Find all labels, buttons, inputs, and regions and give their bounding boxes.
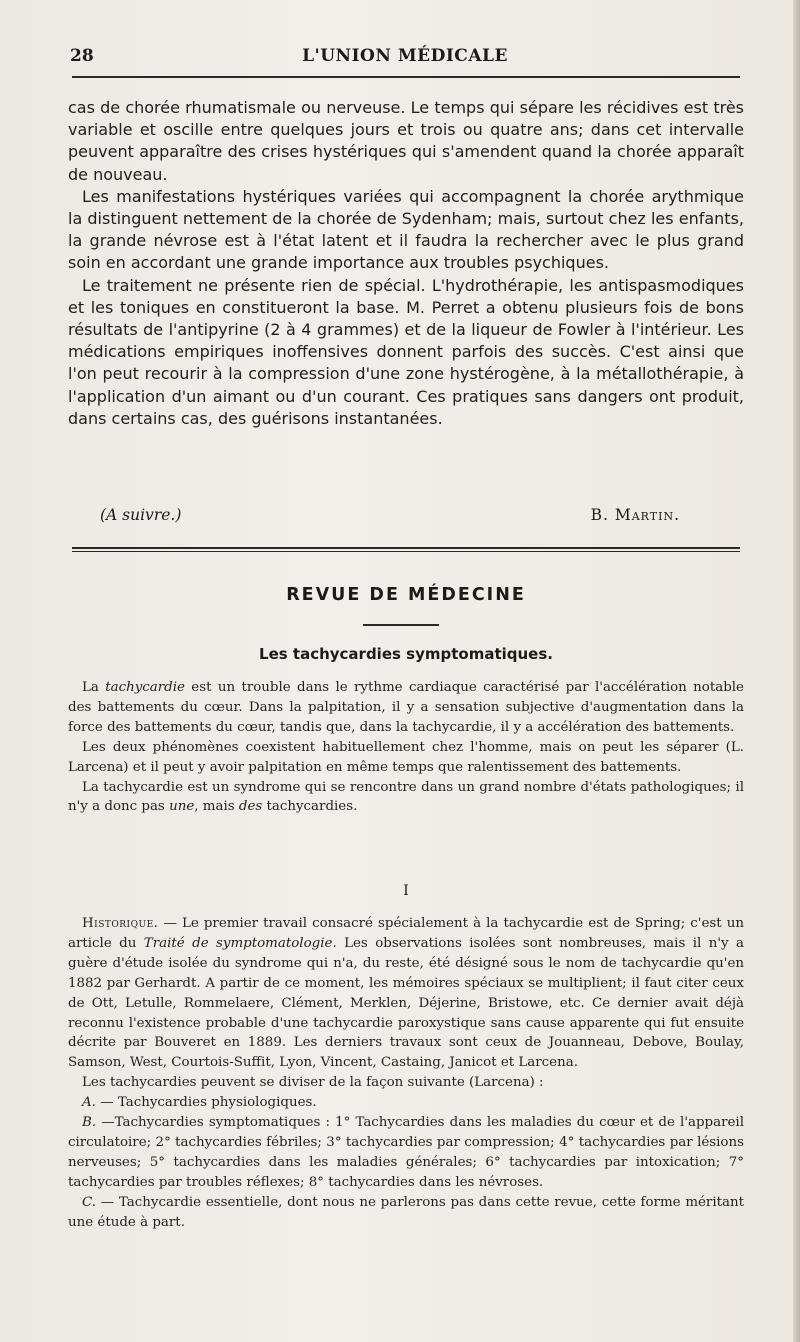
emphasis: des bbox=[238, 799, 263, 815]
historique-section bbox=[68, 914, 744, 1233]
section-divider-rule bbox=[72, 547, 740, 549]
section-title: REVUE DE MÉDECINE bbox=[286, 585, 526, 605]
emphasis: une bbox=[169, 799, 195, 815]
list-item: B. —Tachycardies symptomatiques : 1° Tachycardies dans les maladies du cœur et de l'appareil circulatoire; 2° tachycardies fébriles; 3° tachycardies par compression; 4° tachycardies par lésions nerveuses; 5° tachycardies dans les maladies générales; 6° tachycardies par intoxication; 7° tachycardies par troubles réflexes; 8° tachycardies dans les névroses. bbox=[68, 1115, 744, 1190]
list-item: A. — Tachycardies physiologiques. bbox=[82, 1095, 317, 1111]
main-article-body bbox=[68, 97, 744, 430]
to-be-continued: (A suivre.) bbox=[100, 506, 182, 524]
run-in-heading: Historique. bbox=[82, 916, 159, 931]
signature-line bbox=[100, 506, 680, 530]
paragraph: La tachycardie est un trouble dans le rythme cardiaque caractérisé par l'accélération notable des battements du cœur. Dans la palpitation, il y a sensation subjective d'augmentation dans la force des battements du cœur, tandis que, dans la tachycardie, il y a accélération des battements. bbox=[68, 680, 744, 735]
running-title: L'UNION MÉDICALE bbox=[302, 46, 508, 66]
emphasis: Traité de symptomatologie bbox=[143, 935, 333, 951]
paragraph: Les deux phénomènes coexistent habituellement chez l'homme, mais on peut les séparer (L. Larcena) et il peut y avoir palpitation en même temps que ralentissement des battements. bbox=[68, 739, 744, 775]
emphasis: tachycardie bbox=[105, 680, 185, 695]
paragraph: Le traitement ne présente rien de spécial. L'hydrothérapie, les antispasmodiques et les toniques en constitueront la base. M. Perret a obtenu plusieurs fois de bons résultats de l'antipyrine (2 à 4 grammes) et de la liqueur de Fowler à l'intérieur. Les médications empiriques inoffensives donnent parfois des succès. C'est ainsi que l'on peut recourir à la compression d'une zone hystérogène, à la métallothérapie, à l'application d'un aimant ou d'un courant. Ces pratiques sans dangers ont produit, dans certains cas, des guérisons instantanées. bbox=[68, 275, 744, 428]
paragraph: La tachycardie est un syndrome qui se rencontre dans un grand nombre d'états pathologiques; il n'y a donc pas une, mais des tachycardies. bbox=[68, 779, 744, 815]
article-intro bbox=[68, 678, 744, 817]
paragraph: cas de chorée rhumatismale ou nerveuse. Le temps qui sépare les récidives est très variable et oscille entre quelques jours et trois ou quatre ans; dans cet intervalle peuvent apparaître des crises hystériques qui s'amendent quand la chorée apparaît de nouveau. bbox=[68, 98, 744, 184]
section-number: I bbox=[403, 883, 409, 899]
running-header bbox=[70, 46, 740, 72]
title-underline bbox=[363, 624, 439, 626]
page-edge-shadow bbox=[793, 0, 800, 1342]
page-number: 28 bbox=[70, 46, 94, 66]
paragraph: Les tachycardies peuvent se diviser de la façon suivante (Larcena) : bbox=[82, 1075, 544, 1091]
author-signature: B. Martin. bbox=[590, 506, 680, 524]
paragraph: Historique. — Le premier travail consacré spécialement à la tachycardie est de Spring; c'est un article du Traité de symptomatologie. Les observations isolées sont nombreuses, mais il n'y a guère d'étude isolée du syndrome qui n'a, du reste, été désigné sous le nom de tachycardie qu'en 1882 par Gerhardt. A partir de ce moment, les mémoires spéciaux se multiplient; il faut citer ceux de Ott, Letulle, Rommelaere, Clément, Merklen, Déjerine, Bristowe, etc. Ce dernier avait déjà reconnu l'existence probable d'une tachycardie paroxystique sans cause apparente qui fut ensuite décrite par Bouveret en 1889. Les derniers travaux sont ceux de Jouanneau, Debove, Boulay, Samson, West, Courtois-Suffit, Lyon, Vincent, Castaing, Janicot et Larcena. bbox=[68, 916, 744, 1071]
section-divider-rule-thin bbox=[72, 551, 740, 552]
header-rule bbox=[72, 76, 740, 78]
paragraph: Les manifestations hystériques variées qui accompagnent la chorée arythmique la distinguent nettement de la chorée de Sydenham; mais, surtout chez les enfants, la grande névrose est à l'état latent et il faudra la rechercher avec le plus grand soin en accordant une grande importance aux troubles psychiques. bbox=[68, 186, 744, 273]
article-title: Les tachycardies symptomatiques. bbox=[259, 645, 553, 663]
list-item: C. — Tachycardie essentielle, dont nous ne parlerons pas dans cette revue, cette forme méritant une étude à part. bbox=[68, 1194, 744, 1230]
